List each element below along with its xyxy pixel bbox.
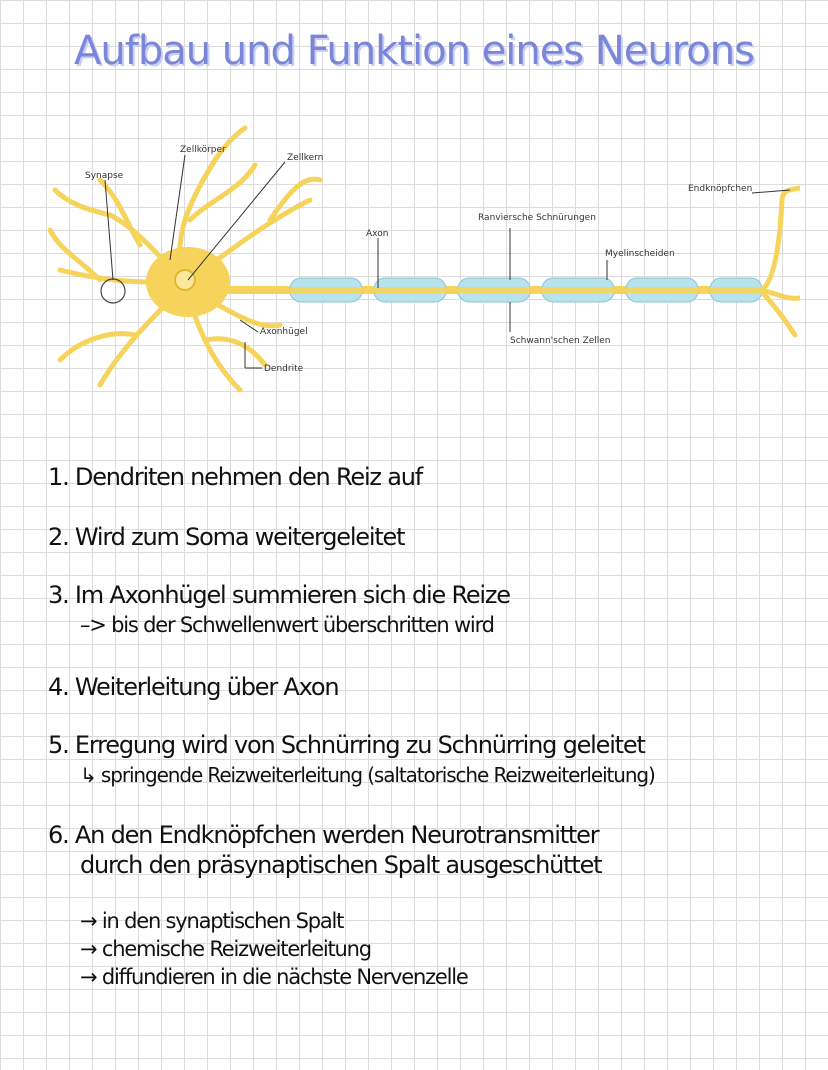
step-2: 2. Wird zum Soma weitergeleitet [48, 523, 405, 551]
page-title: Aufbau und Funktion eines Neurons [74, 28, 754, 74]
arrow-item: → diffundieren in die nächste Nervenzelle [80, 965, 468, 989]
label-dendrite: Dendrite [264, 364, 304, 374]
neuron-diagram [40, 120, 800, 410]
step-5: 5. Erregung wird von Schnürring zu Schnürring geleitet [48, 731, 645, 759]
label-ranviersche: Ranviersche Schnürungen [478, 213, 596, 223]
axon-terminals [762, 188, 800, 335]
nucleus [175, 270, 195, 290]
label-schwannsche: Schwann'schen Zellen [510, 336, 611, 346]
step-5-note: ↳ springende Reizweiterleitung (saltatorische Reizweiterleitung) [80, 763, 655, 787]
label-zellkern: Zellkern [287, 153, 324, 163]
step-3-note: –> bis der Schwellenwert überschritten wird [80, 613, 494, 637]
arrow-item: → chemische Reizweiterleitung [80, 937, 371, 961]
synapse-marker [101, 279, 125, 303]
step-1: 1. Dendriten nehmen den Reiz auf [48, 463, 423, 491]
label-endknoepfchen: Endknöpfchen [688, 184, 753, 194]
label-axonhuegel: Axonhügel [260, 327, 308, 337]
arrow-item: → in den synaptischen Spalt [80, 909, 344, 933]
label-myelinscheiden: Myelinscheiden [605, 249, 675, 259]
label-zellkoerper: Zellkörper [180, 145, 226, 155]
step-6: 6. An den Endknöpfchen werden Neurotransmitter [48, 821, 599, 849]
step-6-continued: durch den präsynaptischen Spalt ausgeschüttet [80, 851, 602, 879]
neuron-illustration [40, 120, 800, 410]
label-axon: Axon [366, 229, 389, 239]
step-3: 3. Im Axonhügel summieren sich die Reize [48, 581, 510, 609]
label-synapse: Synapse [85, 171, 124, 181]
step-4: 4. Weiterleitung über Axon [48, 673, 339, 701]
